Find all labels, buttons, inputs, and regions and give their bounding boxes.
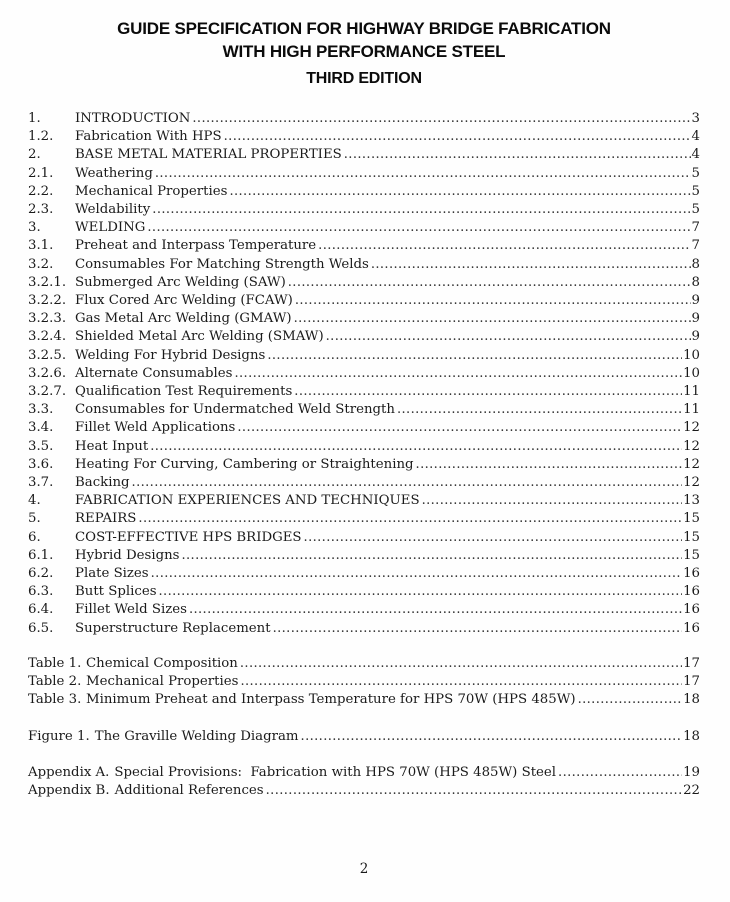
toc-entry <box>28 456 700 474</box>
toc-entry-title: Consumables For Matching Strength Welds <box>75 256 369 272</box>
toc-entry-number: 2.2. <box>28 183 54 199</box>
toc-entry <box>28 438 700 456</box>
document-title <box>28 17 700 63</box>
toc-entry-number: 6.3. <box>28 584 54 600</box>
leader-dots <box>397 401 682 419</box>
leader-dots <box>132 474 683 492</box>
toc-entry-page: 9 <box>691 311 700 327</box>
toc-entry-page: 8 <box>691 256 700 272</box>
toc-entry-number: 3.1. <box>28 238 54 254</box>
leader-dots <box>301 728 683 746</box>
leader-dots <box>192 110 690 128</box>
toc-entry-number: 3.2.1. <box>28 274 67 290</box>
leader-dots <box>326 328 691 346</box>
leader-dots <box>237 419 682 437</box>
toc-entry-page: 13 <box>683 493 700 509</box>
leader-dots <box>152 201 690 219</box>
toc-entry <box>28 110 700 128</box>
toc-entry-title: FABRICATION EXPERIENCES AND TECHNIQUES <box>75 493 420 509</box>
toc-appendix-title: Additional References <box>114 782 264 798</box>
toc-table-page: 18 <box>683 692 700 708</box>
toc-table-page: 17 <box>683 674 700 690</box>
leader-dots <box>294 310 691 328</box>
toc-entry-title: Hybrid Designs <box>75 547 180 563</box>
toc-entry-page: 16 <box>683 620 700 636</box>
toc-entry <box>28 492 700 510</box>
toc-entry-page: 9 <box>691 293 700 309</box>
toc-entry-number: 6.1. <box>28 547 54 563</box>
title-line-2: WITH HIGH PERFORMANCE STEEL <box>222 42 506 61</box>
toc-entry-page: 4 <box>691 147 700 163</box>
toc-table-entry <box>28 655 700 673</box>
leader-dots <box>234 365 682 383</box>
toc-entry <box>28 583 700 601</box>
toc-entry <box>28 419 700 437</box>
toc-entry-page: 10 <box>683 347 700 363</box>
toc-entry-title: Gas Metal Arc Welding (GMAW) <box>75 311 292 327</box>
toc-entry <box>28 601 700 619</box>
toc-entry-number: 3.5. <box>28 438 54 454</box>
toc-entry-title: Plate Sizes <box>75 566 149 582</box>
toc-entry-title: COST-EFFECTIVE HPS BRIDGES <box>75 529 302 545</box>
toc-entry-number: 1.2. <box>28 129 54 145</box>
toc-entry-title: Welding For Hybrid Designs <box>75 347 266 363</box>
toc-entry-page: 16 <box>683 566 700 582</box>
toc-entry-title: Flux Cored Arc Welding (FCAW) <box>75 293 293 309</box>
toc-appendix-label: Appendix A. <box>28 764 110 780</box>
toc-table-entry <box>28 691 700 709</box>
toc-entry-page: 12 <box>683 438 700 454</box>
toc-entry-number: 3.2.4. <box>28 329 67 345</box>
toc-entry <box>28 328 700 346</box>
toc-entry-number: 3. <box>28 220 41 236</box>
toc-entry-page: 7 <box>691 238 700 254</box>
toc-entry-title: Heating For Curving, Cambering or Straightening <box>75 456 414 472</box>
toc-entry-number: 6. <box>28 529 41 545</box>
toc-entry-page: 15 <box>683 547 700 563</box>
toc-table-label: Table 2. <box>28 674 82 690</box>
toc-entry <box>28 529 700 547</box>
toc-entry <box>28 347 700 365</box>
toc-table-title: Mechanical Properties <box>86 674 239 690</box>
toc-appendix-entry <box>28 782 700 800</box>
toc-table-label: Table 3. <box>28 692 82 708</box>
toc-entry <box>28 128 700 146</box>
toc-entry-page: 8 <box>691 274 700 290</box>
toc-entry <box>28 237 700 255</box>
toc-entry <box>28 310 700 328</box>
toc-entry-title: Submerged Arc Welding (SAW) <box>75 274 286 290</box>
toc-entry-page: 10 <box>683 365 700 381</box>
leader-dots <box>189 601 682 619</box>
toc-entry-page: 9 <box>691 329 700 345</box>
toc-entry <box>28 383 700 401</box>
leader-dots <box>150 438 682 456</box>
toc-appendix-list <box>28 764 700 800</box>
toc-entry-number: 1. <box>28 111 41 126</box>
toc-appendix-page: 19 <box>683 764 700 780</box>
leader-dots <box>151 565 682 583</box>
toc-table-page: 17 <box>683 655 700 671</box>
leader-dots <box>229 183 690 201</box>
toc-entry <box>28 146 700 164</box>
toc-entry-number: 2.3. <box>28 202 54 218</box>
toc-entry <box>28 365 700 383</box>
leader-dots <box>288 274 691 292</box>
toc-table-entry <box>28 673 700 691</box>
toc-entry <box>28 565 700 583</box>
toc-entry-number: 3.3. <box>28 402 54 418</box>
leader-dots <box>159 583 683 601</box>
leader-dots <box>240 673 682 691</box>
toc-entry-page: 15 <box>683 511 700 527</box>
toc-appendix-entry <box>28 764 700 782</box>
toc-figure-list <box>28 728 700 746</box>
toc-entry-number: 4. <box>28 493 41 509</box>
toc-entry <box>28 183 700 201</box>
leader-dots <box>273 620 683 638</box>
toc-entry-page: 3 <box>691 111 700 126</box>
toc-entry-number: 3.2.5. <box>28 347 67 363</box>
toc-entry <box>28 547 700 565</box>
leader-dots <box>155 165 691 183</box>
page-number: 2 <box>359 861 369 878</box>
toc-entry-number: 3.6. <box>28 456 54 472</box>
leader-dots <box>578 691 683 709</box>
toc-appendix-page: 22 <box>683 782 700 798</box>
toc-entry-page: 5 <box>691 183 700 199</box>
leader-dots <box>294 383 682 401</box>
toc-entry-page: 5 <box>691 165 700 181</box>
toc-entry-title: Heat Input <box>75 438 149 454</box>
toc-entry-number: 3.2.7. <box>28 384 67 400</box>
toc-entry <box>28 256 700 274</box>
leader-dots <box>318 237 690 255</box>
toc-entry-page: 11 <box>683 384 700 400</box>
toc-entry-title: Backing <box>75 475 130 491</box>
toc-entry <box>28 201 700 219</box>
leader-dots <box>558 764 682 782</box>
toc-entry-number: 3.2.6. <box>28 365 67 381</box>
leader-dots <box>266 782 682 800</box>
toc-entry-title: Consumables for Undermatched Weld Strength <box>75 402 395 418</box>
toc-entry-number: 3.2. <box>28 256 54 272</box>
toc-entry-page: 16 <box>683 602 700 618</box>
toc-entry <box>28 219 700 237</box>
leader-dots <box>344 146 691 164</box>
toc-entry-title: Fabrication With HPS <box>75 129 222 145</box>
toc-entry-title: Shielded Metal Arc Welding (SMAW) <box>75 329 324 345</box>
toc-entry-title: Fillet Weld Sizes <box>75 602 187 618</box>
toc-entry-title: Alternate Consumables <box>75 365 233 381</box>
toc-figure-title: The Graville Welding Diagram <box>94 728 299 744</box>
toc-figure-label: Figure 1. <box>28 728 90 744</box>
toc-figure-page: 18 <box>683 728 700 744</box>
leader-dots <box>147 219 690 237</box>
toc-entry-page: 12 <box>683 475 700 491</box>
toc-entry-title: Mechanical Properties <box>75 183 228 199</box>
toc-entry-title: BASE METAL MATERIAL PROPERTIES <box>75 147 342 163</box>
toc-entry-number: 6.4. <box>28 602 54 618</box>
toc-entry <box>28 165 700 183</box>
toc-entry-number: 5. <box>28 511 41 527</box>
toc-entry-number: 3.2.3. <box>28 311 67 327</box>
toc-entry-page: 12 <box>683 456 700 472</box>
leader-dots <box>416 456 683 474</box>
toc-entry-page: 4 <box>691 129 700 145</box>
toc-entry-title: Weldability <box>75 202 151 218</box>
leader-dots <box>422 492 683 510</box>
toc-entry <box>28 620 700 638</box>
toc-entry-number: 2. <box>28 147 41 163</box>
toc-table-label: Table 1. <box>28 655 82 671</box>
toc-entry-number: 6.5. <box>28 620 54 636</box>
toc-entry-number: 3.4. <box>28 420 54 436</box>
toc-entry-page: 5 <box>691 202 700 218</box>
toc-entry <box>28 274 700 292</box>
toc-entry-title: Superstructure Replacement <box>75 620 271 636</box>
toc-entry-page: 15 <box>683 529 700 545</box>
toc-entry-number: 3.2.2. <box>28 293 67 309</box>
leader-dots <box>371 256 691 274</box>
leader-dots <box>295 292 691 310</box>
toc-entry <box>28 401 700 419</box>
toc-entry-title: INTRODUCTION <box>75 111 191 126</box>
toc-table-title: Chemical Composition <box>86 655 238 671</box>
toc-entry-title: Fillet Weld Applications <box>75 420 236 436</box>
toc-entry-title: Butt Splices <box>75 584 157 600</box>
toc-entry-title: Weathering <box>75 165 153 181</box>
title-line-1: GUIDE SPECIFICATION FOR HIGHWAY BRIDGE FABRICATION <box>117 19 611 38</box>
leader-dots <box>224 128 691 146</box>
toc-entry-number: 6.2. <box>28 566 54 582</box>
toc-entry-page: 11 <box>683 402 700 418</box>
leader-dots <box>240 655 682 673</box>
toc-entry-title: REPAIRS <box>75 511 137 527</box>
toc-entry-page: 12 <box>683 420 700 436</box>
toc-appendix-label: Appendix B. <box>28 782 110 798</box>
toc-entry-title: WELDING <box>75 220 146 236</box>
leader-dots <box>267 347 682 365</box>
toc-entry-title: Preheat and Interpass Temperature <box>75 238 317 254</box>
toc-section-list <box>28 110 700 638</box>
toc-entry-number: 3.7. <box>28 475 54 491</box>
toc-entry <box>28 474 700 492</box>
toc-entry-page: 7 <box>691 220 700 236</box>
leader-dots <box>138 510 682 528</box>
toc-entry <box>28 292 700 310</box>
leader-dots <box>304 529 683 547</box>
toc-entry-page: 16 <box>683 584 700 600</box>
toc-appendix-title: Special Provisions: Fabrication with HPS 70W (HPS 485W) Steel <box>114 764 557 780</box>
toc-entry-title: Qualification Test Requirements <box>75 384 293 400</box>
leader-dots <box>181 547 682 565</box>
toc-entry-number: 2.1. <box>28 165 54 181</box>
toc-table-list <box>28 655 700 710</box>
edition-subtitle: THIRD EDITION <box>306 70 422 87</box>
toc-table-title: Minimum Preheat and Interpass Temperature for HPS 70W (HPS 485W) <box>86 692 576 708</box>
toc-figure-entry <box>28 728 700 746</box>
toc-entry <box>28 510 700 528</box>
